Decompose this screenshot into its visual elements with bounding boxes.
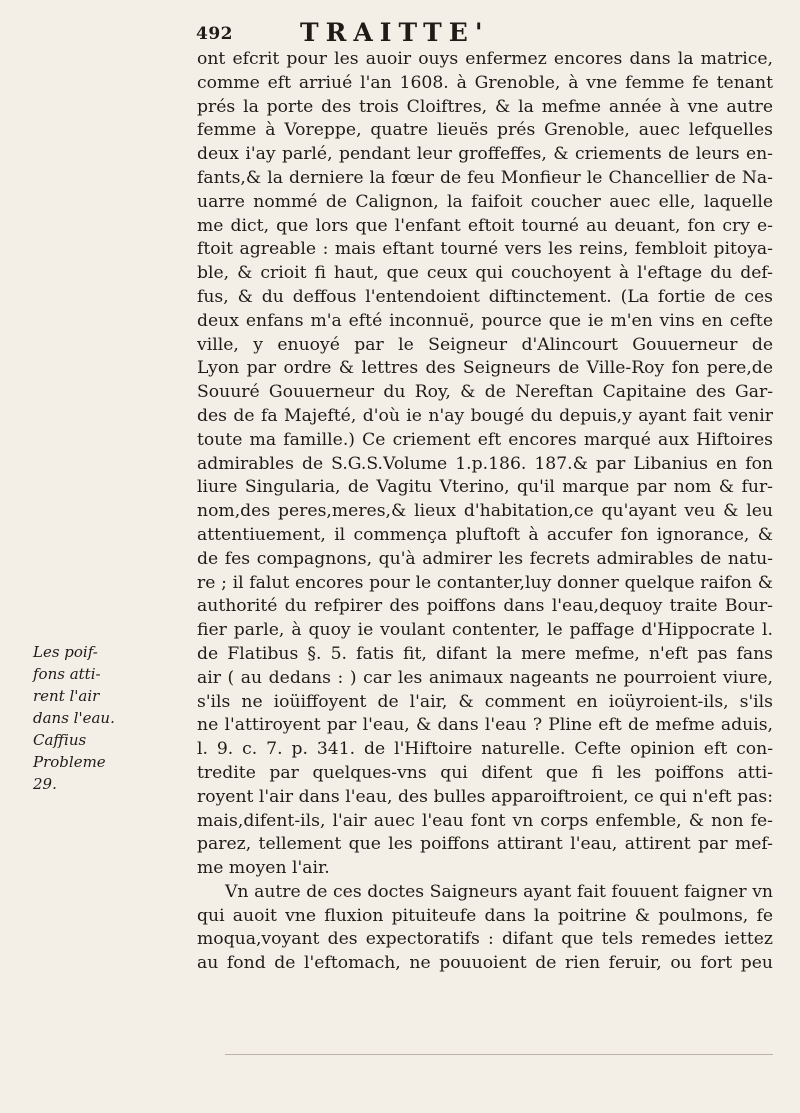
text-line: me dict, que lors que l'enfant eftoit tourné au deuant, fon cry e- — [197, 215, 773, 236]
text-line: ble, & crioit fi haut, que ceux qui couchoyent à l'eftage du def- — [197, 263, 773, 284]
text-line: moqua,voyant des expectoratifs : difant que tels remedes iettez — [197, 929, 773, 950]
text-line: ont efcrit pour les auoir ouys enfermez encores dans la matrice, — [197, 49, 773, 69]
text-line: de fes compagnons, qu'à admirer les fecrets admirables de natu- — [197, 548, 773, 569]
text-line: fus, & du deffous l'entendoient diftinctement. (La fortie de ces — [197, 286, 773, 307]
text-line: royent l'air dans l'eau, des bulles apparoiftroient, ce qui n'eft pas: — [197, 786, 773, 807]
text-line: liure Singularia, de Vagitu Vterino, qu'il marque par nom & fur- — [197, 477, 773, 498]
text-line: parez, tellement que les poiffons attirant l'eau, attirent par mef- — [197, 834, 773, 855]
text-line: ne l'attiroyent par l'eau, & dans l'eau ? Pline eft de mefme aduis, — [197, 715, 773, 736]
text-line: tredite par quelques-vns qui difent que fi les poiffons atti- — [197, 762, 773, 783]
body-text — [197, 48, 773, 976]
text-line: comme eft arriué l'an 1608. à Grenoble, à vne femme fe tenant — [197, 72, 773, 93]
text-line: deux i'ay parlé, pendant leur groffeffes, & criements de leurs en- — [197, 144, 773, 165]
text-line: toute ma famille.) Ce criement eft encores marqué aux Hiftoires — [197, 429, 773, 450]
bleed-through-mark — [225, 1054, 773, 1065]
text-line: l. 9. c. 7. p. 341. de l'Hiftoire naturelle. Cefte opinion eft con- — [197, 739, 773, 760]
text-line: deux enfans m'a efté inconnuë, pource que ie m'en vins en cefte — [197, 310, 773, 331]
margin-note-line: Caffius — [33, 731, 87, 749]
text-line: de Flatibus §. 5. fatis fit, difant la mere mefme, n'eft pas fans — [197, 643, 773, 664]
text-line: femme à Voreppe, quatre lieuës prés Grenoble, auec lefquelles — [197, 120, 773, 141]
text-line: des de fa Majefté, d'où ie n'ay bougé du depuis,y ayant fait venir — [197, 405, 773, 426]
text-line: fants,& la derniere la fœur de feu Monfieur le Chancellier de Na- — [197, 167, 773, 188]
margin-note-line: Probleme — [33, 753, 106, 771]
margin-note-line: Les poif- — [33, 643, 98, 661]
margin-note-line: fons atti- — [33, 665, 101, 683]
text-line: ftoit agreable : mais eftant tourné vers les reins, fembloit pitoya- — [197, 239, 773, 260]
text-line: attentiuement, il commença pluftoft à accufer fon ignorance, & — [197, 524, 773, 545]
page-number: 492 — [196, 24, 233, 44]
text-line: Vn autre de ces doctes Saigneurs ayant fait fouuent faigner vn — [225, 881, 773, 902]
text-line: ville, y enuoyé par le Seigneur d'Alincourt Gouuerneur de — [197, 334, 773, 355]
text-line: fier parle, à quoy ie voulant contenter, le paffage d'Hippocrate l. — [197, 620, 773, 641]
text-line: au fond de l'eftomach, ne pouuoient de rien feruir, ou fort peu — [197, 953, 773, 974]
margin-note-line: rent l'air — [33, 687, 100, 705]
margin-note-line: dans l'eau. — [33, 709, 115, 727]
text-line: me moyen l'air. — [197, 858, 330, 879]
margin-note — [33, 641, 183, 795]
text-line: uarre nommé de Calignon, la faifoit coucher auec elle, laquelle — [197, 191, 773, 212]
text-line: mais,difent-ils, l'air auec l'eau font vn corps enfemble, & non fe- — [197, 810, 773, 831]
text-line: admirables de S.G.S.Volume 1.p.186. 187.& par Libanius en fon — [197, 453, 773, 474]
text-line: Lyon par ordre & lettres des Seigneurs de Ville-Roy fon pere,de — [197, 358, 773, 379]
text-line: nom,des peres,meres,& lieux d'habitation,ce qu'ayant veu & leu — [197, 501, 773, 522]
running-title: TRAITTE' — [300, 18, 490, 47]
text-line: prés la porte des trois Cloiftres, & la mefme année à vne autre — [197, 96, 773, 117]
text-line: s'ils ne ioüiffoyent de l'air, & comment en ioüyroient-ils, s'ils — [197, 691, 773, 712]
text-line: qui auoit vne fluxion pituiteufe dans la poitrine & poulmons, fe — [197, 905, 773, 926]
text-line: re ; il falut encores pour le contanter,luy donner quelque raifon & — [197, 572, 773, 593]
text-line: authorité du refpirer des poiffons dans l'eau,dequoy traite Bour- — [197, 596, 773, 617]
text-line: Souuré Gouuerneur du Roy, & de Nereftan Capitaine des Gar- — [197, 382, 773, 403]
text-line: air ( au dedans : ) car les animaux nageants ne pourroient viure, — [197, 667, 773, 688]
margin-note-line: 29. — [33, 775, 57, 793]
